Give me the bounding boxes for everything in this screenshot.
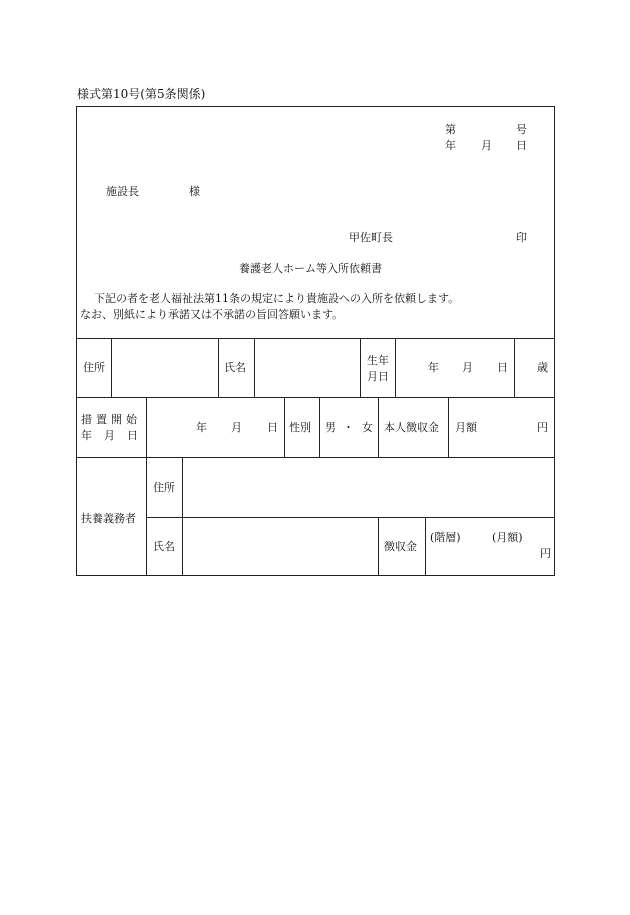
- row2-year: 年: [196, 421, 207, 434]
- number-prefix: 第: [445, 123, 456, 136]
- guardian-monthly-label: (月額): [492, 531, 523, 544]
- row2-month: 月: [231, 421, 242, 434]
- date-year: 年: [445, 139, 456, 152]
- guardian-label: 扶養義務者: [81, 512, 136, 525]
- row1-birth-label-1: 生年: [367, 354, 389, 367]
- sender-seal: 印: [516, 231, 527, 244]
- row2-yen: 円: [537, 421, 548, 434]
- row1-day: 日: [497, 361, 508, 374]
- form-frame: [76, 106, 555, 576]
- row1-year: 年: [428, 361, 439, 374]
- guardian-bracket-label: (階層): [430, 531, 461, 544]
- row2-start-label-2: 年月日: [81, 429, 150, 442]
- table-line-h1: [76, 338, 555, 339]
- g-line-v4: [425, 517, 426, 576]
- guardian-name-label: 氏名: [153, 540, 175, 553]
- r1-line-v5: [395, 338, 396, 397]
- addressee-title: 施設長: [106, 185, 139, 198]
- row2-day: 日: [267, 421, 278, 434]
- guardian-collection-label: 徴収金: [384, 540, 417, 553]
- g-line-v1: [146, 457, 147, 576]
- row2-monthly: 月額: [455, 421, 477, 434]
- r1-line-v6: [514, 338, 515, 397]
- row1-name-label: 氏名: [224, 361, 246, 374]
- r2-line-v5: [448, 397, 449, 457]
- date-month: 月: [481, 139, 492, 152]
- row2-self-payment: 本人徴収金: [384, 421, 439, 434]
- date-day: 日: [516, 139, 527, 152]
- row1-address-label: 住所: [83, 361, 105, 374]
- number-suffix: 号: [516, 123, 527, 136]
- table-line-h4: [146, 517, 555, 518]
- guardian-address-label: 住所: [153, 481, 175, 494]
- addressee-honorific: 様: [189, 185, 200, 198]
- row1-birth-label-2: 月日: [367, 370, 389, 383]
- form-number-label: 様式第10号(第5条関係): [77, 87, 206, 101]
- row2-sex-label: 性別: [289, 421, 311, 434]
- r2-line-v2: [284, 397, 285, 457]
- row1-month: 月: [462, 361, 473, 374]
- guardian-yen: 円: [540, 547, 551, 560]
- r2-line-v4: [378, 397, 379, 457]
- row2-male: 男: [325, 421, 336, 434]
- sender-title: 甲佐町長: [349, 231, 393, 244]
- r1-line-v3: [254, 338, 255, 397]
- r2-line-v1: [146, 397, 147, 457]
- table-line-h2: [76, 397, 555, 398]
- r2-line-v3: [319, 397, 320, 457]
- r1-line-v1: [111, 338, 112, 397]
- g-line-v3: [378, 517, 379, 576]
- g-line-v2: [182, 457, 183, 576]
- r1-line-v2: [218, 338, 219, 397]
- row1-age: 歳: [537, 361, 548, 374]
- row2-dot: ・: [343, 421, 354, 434]
- body-text-line1: 下記の者を老人福祉法第11条の規定により貴施設への入所を依頼します。: [94, 292, 460, 305]
- table-line-h3: [76, 457, 555, 458]
- body-text-line2: なお、別紙により承諾又は不承諾の旨回答願います。: [80, 308, 344, 321]
- row2-female: 女: [362, 421, 373, 434]
- document-title: 養護老人ホーム等入所依頼書: [239, 262, 382, 275]
- row2-start-label-1: 措置開始: [81, 413, 141, 426]
- r1-line-v4: [360, 338, 361, 397]
